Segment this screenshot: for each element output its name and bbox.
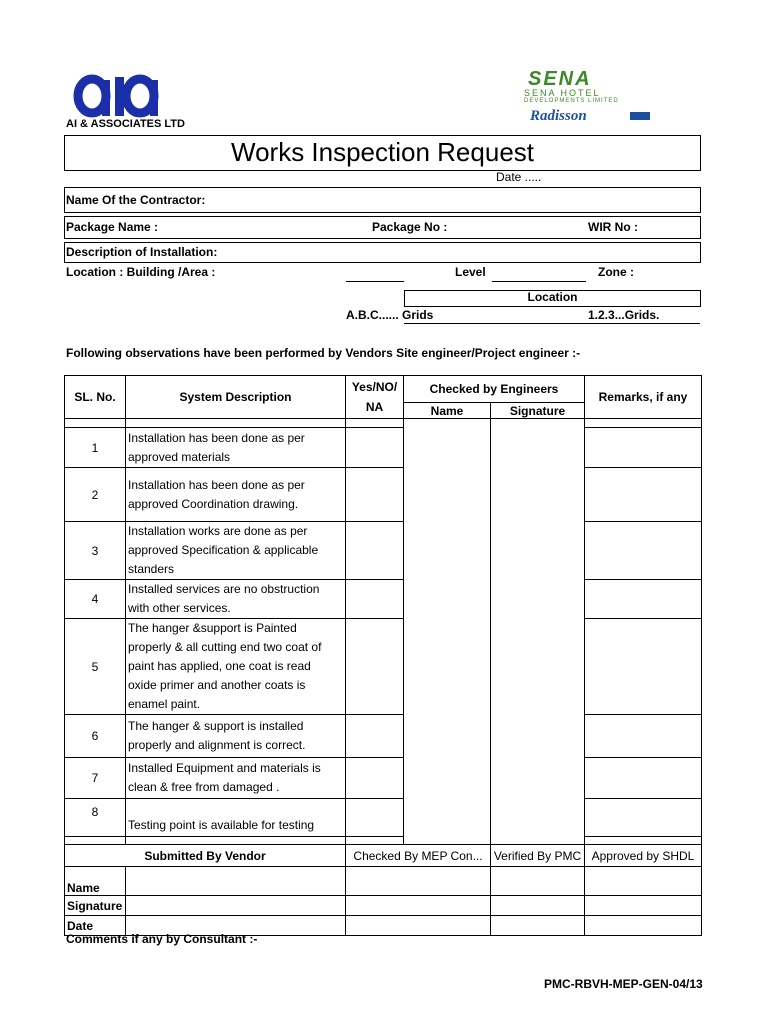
wir-no-label: WIR No : (588, 220, 638, 234)
document-code: PMC-RBVH-MEP-GEN-04/13 (544, 977, 703, 991)
signoff-signature-label: Signature (65, 896, 126, 916)
row-number: 1 (65, 428, 126, 468)
header-yesno-1: Yes/NO/ (351, 380, 398, 394)
sena-line2: DEVELOPMENTS LIMITED (524, 98, 619, 104)
header-remarks: Remarks, if any (585, 376, 702, 419)
row-yesno-cell[interactable] (346, 758, 404, 799)
row-remarks-cell[interactable] (585, 799, 702, 837)
row-description: Installed services are no obstruction with other services. (126, 580, 346, 619)
location-box-label: Location (527, 290, 578, 304)
vendor-name-cell[interactable] (126, 867, 346, 896)
table-row (65, 522, 702, 580)
signoff-name-label: Name (65, 867, 126, 896)
row-remarks-cell[interactable] (585, 580, 702, 619)
row-remarks-cell[interactable] (585, 428, 702, 468)
grids-underline (404, 323, 700, 324)
table-row (65, 758, 702, 799)
row-number: 6 (65, 715, 126, 758)
row-yesno-cell[interactable] (346, 619, 404, 715)
row-number: 2 (65, 468, 126, 522)
shdl-signature-cell[interactable] (585, 896, 702, 916)
inspection-table (64, 375, 702, 936)
date-label: Date ..... (496, 170, 542, 184)
row-yesno-cell[interactable] (346, 522, 404, 580)
row-remarks-cell[interactable] (585, 619, 702, 715)
header-system: System Description (126, 376, 346, 419)
row-number: 4 (65, 580, 126, 619)
table-row (65, 619, 702, 715)
radisson-brand: Radisson (530, 108, 587, 124)
row-description: The hanger & support is installed properly and alignment is correct. (126, 715, 346, 758)
row-yesno-cell[interactable] (346, 428, 404, 468)
submitted-by-header: Submitted By Vendor (65, 845, 346, 867)
row-remarks-cell[interactable] (585, 522, 702, 580)
comments-label: Comments if any by Consultant :- (66, 932, 258, 946)
row-description: Installation has been done as per approved Coordination drawing. (126, 468, 346, 522)
mep-signature-cell[interactable] (346, 896, 491, 916)
approved-by-header: Approved by SHDL (585, 845, 702, 867)
package-name-label: Package Name : (66, 220, 159, 234)
header-signature: Signature (491, 403, 585, 419)
aia-logo-icon (72, 74, 162, 120)
checker-name-cell[interactable] (404, 419, 491, 845)
row-description: Installation works are done as per approved Specification & applicable standers (126, 522, 346, 580)
row-yesno-cell[interactable] (346, 468, 404, 522)
client-logo (518, 70, 653, 130)
row-yesno-cell[interactable] (346, 799, 404, 837)
table-row (65, 799, 702, 837)
location-label: Location : Building /Area : (66, 265, 216, 279)
checked-by-header: Checked By MEP Con... (346, 845, 491, 867)
header-yesno-2: NA (365, 400, 384, 414)
header-yesno (346, 376, 404, 419)
checker-signature-cell[interactable] (491, 419, 585, 845)
header-checked: Checked by Engineers (404, 376, 585, 403)
table-row (65, 428, 702, 468)
shdl-date-cell[interactable] (585, 916, 702, 936)
abc-grids-label: A.B.C...... Grids (346, 308, 434, 322)
verified-by-header: Verified By PMC (491, 845, 585, 867)
row-description: The hanger &support is Painted properly & all cutting end two coat of paint has applied, one coat is read oxide primer and another coats is enamel paint. (126, 619, 346, 715)
row-yesno-cell[interactable] (346, 580, 404, 619)
pmc-date-cell[interactable] (491, 916, 585, 936)
row-description: Installed Equipment and materials is clean & free from damaged . (126, 758, 346, 799)
level-underline (492, 281, 586, 282)
company-name: AI & ASSOCIATES LTD (66, 118, 185, 130)
header-name: Name (404, 403, 491, 419)
pmc-signature-cell[interactable] (491, 896, 585, 916)
num-grids-label: 1.2.3...Grids. (588, 308, 660, 322)
radisson-badge (630, 112, 650, 120)
vendor-signature-cell[interactable] (126, 896, 346, 916)
row-description: Testing point is available for testing (126, 799, 346, 837)
mep-date-cell[interactable] (346, 916, 491, 936)
building-underline (346, 281, 404, 282)
contractor-label: Name Of the Contractor: (66, 193, 206, 207)
sena-line1: SENA HOTEL (524, 88, 601, 98)
row-number: 3 (65, 522, 126, 580)
level-label: Level (455, 265, 486, 279)
signoff-date-label: Date (65, 916, 126, 936)
row-number: 8 (65, 799, 126, 837)
row-yesno-cell[interactable] (346, 715, 404, 758)
sena-brand: SENA (528, 68, 592, 90)
table-row (65, 468, 702, 522)
zone-label: Zone : (598, 265, 634, 279)
header-slno: SL. No. (65, 376, 126, 419)
row-remarks-cell[interactable] (585, 468, 702, 522)
row-number: 7 (65, 758, 126, 799)
table-row (65, 715, 702, 758)
row-number: 5 (65, 619, 126, 715)
company-logo (72, 74, 162, 120)
row-remarks-cell[interactable] (585, 758, 702, 799)
shdl-name-cell[interactable] (585, 867, 702, 896)
page-title: Works Inspection Request (231, 137, 534, 167)
pmc-name-cell[interactable] (491, 867, 585, 896)
mep-name-cell[interactable] (346, 867, 491, 896)
package-no-label: Package No : (372, 220, 448, 234)
table-row (65, 580, 702, 619)
row-description: Installation has been done as per approved materials (126, 428, 346, 468)
row-remarks-cell[interactable] (585, 715, 702, 758)
description-label: Description of Installation: (66, 245, 218, 259)
intro-text: Following observations have been performed by Vendors Site engineer/Project engineer :- (66, 346, 581, 360)
